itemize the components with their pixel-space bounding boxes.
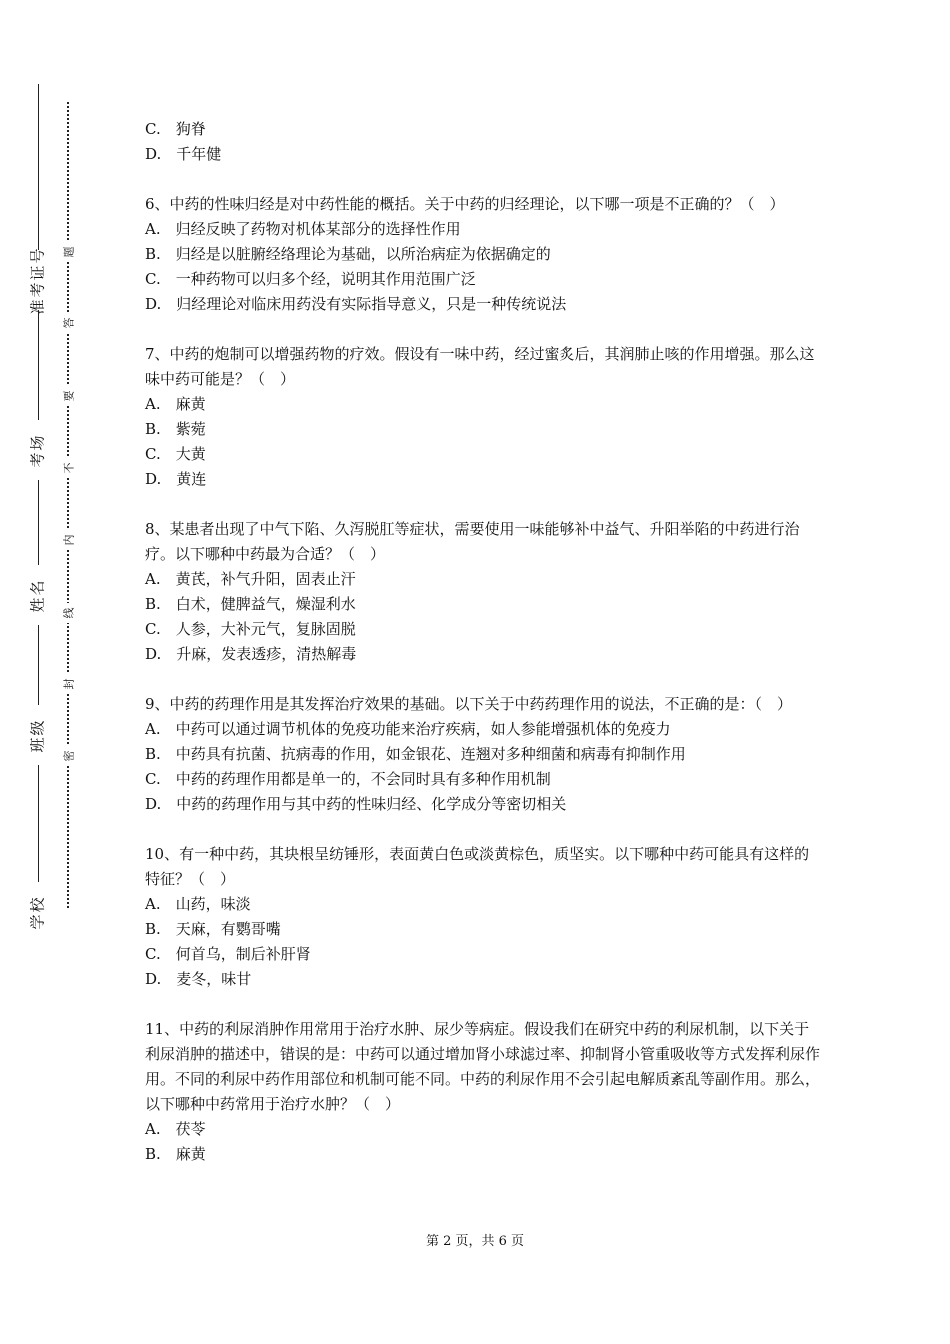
question-6 (145, 192, 820, 317)
seal-char: 线 (58, 603, 78, 623)
school-label: 学校 (22, 882, 52, 942)
question-10 (145, 842, 820, 992)
option-b: B. 中药具有抗菌、抗病毒的作用，如金银花、连翘对多种细菌和病毒有抑制作用 (145, 745, 686, 763)
option-a: A. 黄芪，补气升阳，固表止汗 (145, 570, 356, 588)
option-a: A. 茯苓 (145, 1120, 206, 1138)
option-d: D. 麦冬，味甘 (145, 970, 252, 988)
option-b: B. 紫菀 (145, 420, 206, 438)
option-d: D. 黄连 (145, 470, 207, 488)
exam-content (145, 117, 820, 1167)
previous-question-options (145, 117, 820, 167)
option-c: C. 中药的药理作用都是单一的，不会同时具有多种作用机制 (145, 770, 551, 788)
option-d: D. 升麻，发表透疹，清热解毒 (145, 645, 357, 663)
exam-room-label: 考场 (22, 420, 52, 480)
seal-char: 密 (58, 746, 78, 766)
option-d: D. 中药的药理作用与其中药的性味归经、化学成分等密切相关 (145, 795, 567, 813)
option-a: A. 中药可以通过调节机体的免疫功能来治疗疾病，如人参能增强机体的免疫力 (145, 720, 671, 738)
option-a: A. 麻黄 (145, 395, 206, 413)
question-stem: 8、某患者出现了中气下陷、久泻脱肛等症状，需要使用一味能够补中益气、升阳举陷的中药进行治疗。以下哪种中药最为合适？（ ） (145, 520, 800, 563)
option-b: B. 天麻，有鹦哥嘴 (145, 920, 281, 938)
question-stem: 6、中药的性味归经是对中药性能的概括。关于中药的归经理论，以下哪一项是不正确的？（ ） (145, 195, 785, 213)
option-d: D. 归经理论对临床用药没有实际指导意义，只是一种传统说法 (145, 295, 567, 313)
question-stem: 10、有一种中药，其块根呈纺锤形，表面黄白色或淡黄棕色，质坚实。以下哪种中药可能具有这样的特征？（ ） (145, 845, 810, 888)
option-b: B. 麻黄 (145, 1145, 206, 1163)
exam-number-label: 准考证号 (22, 250, 52, 310)
seal-dotted-line (67, 102, 69, 908)
question-9 (145, 692, 820, 817)
option-c: C. 何首乌，制后补肝肾 (145, 945, 311, 963)
seal-char: 答 (58, 313, 78, 333)
question-stem: 9、中药的药理作用是其发挥治疗效果的基础。以下关于中药药理作用的说法，不正确的是：（ ） (145, 695, 793, 713)
seal-char: 要 (58, 386, 78, 406)
question-8 (145, 517, 820, 667)
question-stem: 11、中药的利尿消肿作用常用于治疗水肿、尿少等病症。假设我们在研究中药的利尿机制，以下关于利尿消肿的描述中，错误的是：中药可以通过增加肾小球滤过率、抑制肾小管重吸收等方式发挥利尿作用。不同的利尿中药作用部位和机制可能不同。中药的利尿作用不会引起电解质紊乱等副作用。那么，以下哪种中药常用于治疗水肿？（ ） (145, 1020, 821, 1113)
option: D. 千年健 (145, 145, 222, 163)
question-stem: 7、中药的炮制可以增强药物的疗效。假设有一味中药，经过蜜炙后，其润肺止咳的作用增强。那么这味中药可能是？（ ） (145, 345, 815, 388)
seal-char: 题 (58, 242, 78, 262)
option-a: A. 归经反映了药物对机体某部分的选择性作用 (145, 220, 461, 238)
option-b: B. 归经是以脏腑经络理论为基础，以所治病症为依据确定的 (145, 245, 551, 263)
question-7 (145, 342, 820, 492)
option-a: A. 山药，味淡 (145, 895, 251, 913)
page-number: 第 2 页，共 6 页 (425, 1234, 525, 1249)
option: C. 狗脊 (145, 120, 206, 138)
name-label: 姓名 (22, 565, 52, 625)
option-c: C. 人参，大补元气，复脉固脱 (145, 620, 356, 638)
seal-char: 内 (58, 530, 78, 550)
binding-line (38, 84, 39, 924)
option-b: B. 白术，健脾益气，燥湿利水 (145, 595, 356, 613)
option-c: C. 一种药物可以归多个经，说明其作用范围广泛 (145, 270, 476, 288)
class-label: 班级 (22, 705, 52, 765)
question-11 (145, 1017, 820, 1167)
seal-char: 不 (58, 458, 78, 478)
option-c: C. 大黄 (145, 445, 206, 463)
seal-char: 封 (58, 674, 78, 694)
